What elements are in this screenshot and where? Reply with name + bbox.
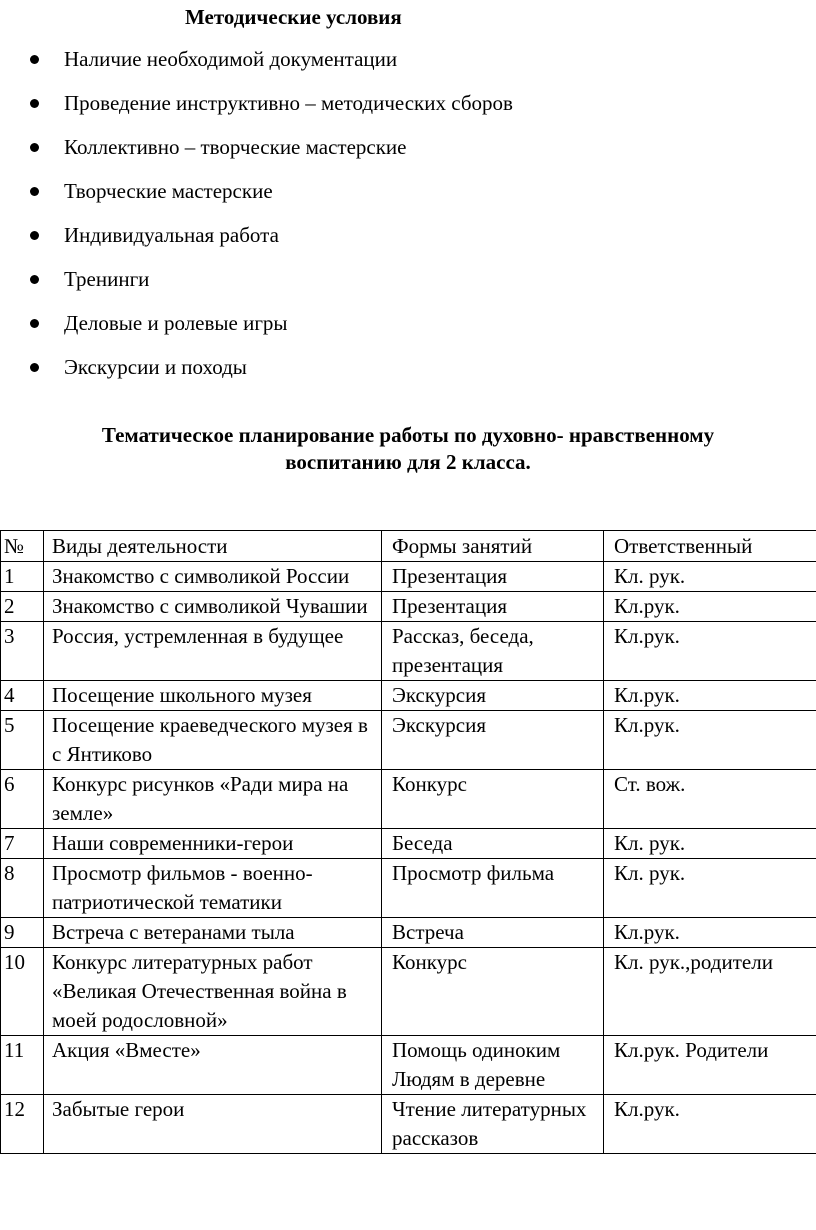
cell-number: 12 bbox=[1, 1095, 44, 1154]
list-item-text: Индивидуальная работа bbox=[64, 223, 279, 247]
cell-number: 10 bbox=[1, 948, 44, 1036]
list-item-text: Наличие необходимой документации bbox=[64, 47, 398, 71]
cell-form: Рассказ, беседа, презентация bbox=[382, 622, 604, 681]
header-activity: Виды деятельности bbox=[44, 531, 382, 562]
list-item bbox=[0, 86, 513, 130]
table-row bbox=[1, 948, 816, 1036]
cell-number: 6 bbox=[1, 770, 44, 829]
cell-number: 2 bbox=[1, 592, 44, 622]
list-item bbox=[0, 350, 513, 394]
cell-responsible: Кл.рук. bbox=[604, 711, 816, 770]
cell-responsible: Кл. рук. bbox=[604, 829, 816, 859]
table-row bbox=[1, 829, 816, 859]
table-header-row bbox=[1, 531, 816, 562]
cell-responsible: Кл.рук. bbox=[604, 1095, 816, 1154]
cell-form: Экскурсия bbox=[382, 681, 604, 711]
table-row bbox=[1, 562, 816, 592]
cell-number: 3 bbox=[1, 622, 44, 681]
cell-activity: Акция «Вместе» bbox=[44, 1036, 382, 1095]
table-row bbox=[1, 1095, 816, 1154]
bullet-icon bbox=[30, 187, 39, 196]
plan-table bbox=[0, 530, 816, 1154]
table-row bbox=[1, 1036, 816, 1095]
cell-responsible: Ст. вож. bbox=[604, 770, 816, 829]
cell-form: Экскурсия bbox=[382, 711, 604, 770]
cell-number: 9 bbox=[1, 918, 44, 948]
cell-responsible: Кл. рук. bbox=[604, 859, 816, 918]
cell-activity: Забытые герои bbox=[44, 1095, 382, 1154]
header-form: Формы занятий bbox=[382, 531, 604, 562]
cell-form: Конкурс bbox=[382, 770, 604, 829]
cell-responsible: Кл. рук.,родители bbox=[604, 948, 816, 1036]
cell-form: Конкурс bbox=[382, 948, 604, 1036]
cell-activity: Посещение школьного музея bbox=[44, 681, 382, 711]
cell-form: Встреча bbox=[382, 918, 604, 948]
list-item-text: Коллективно – творческие мастерские bbox=[64, 135, 407, 159]
table-row bbox=[1, 770, 816, 829]
cell-responsible: Кл.рук. Родители bbox=[604, 1036, 816, 1095]
plan-title-line: воспитанию для 2 класса. bbox=[285, 450, 531, 474]
bullet-icon bbox=[30, 363, 39, 372]
cell-activity: Просмотр фильмов - военно-патриотической тематики bbox=[44, 859, 382, 918]
list-item bbox=[0, 130, 513, 174]
list-item bbox=[0, 42, 513, 86]
list-item bbox=[0, 306, 513, 350]
header-responsible: Ответственный bbox=[604, 531, 816, 562]
cell-form: Чтение литературных рассказов bbox=[382, 1095, 604, 1154]
cell-form: Беседа bbox=[382, 829, 604, 859]
cell-activity: Посещение краеведческого музея в с Янтиково bbox=[44, 711, 382, 770]
cell-activity: Знакомство с символикой Чувашии bbox=[44, 592, 382, 622]
section-title: Методические условия bbox=[185, 5, 402, 29]
list-item bbox=[0, 262, 513, 306]
cell-responsible: Кл.рук. bbox=[604, 918, 816, 948]
table-row bbox=[1, 918, 816, 948]
table-row bbox=[1, 592, 816, 622]
cell-responsible: Кл.рук. bbox=[604, 681, 816, 711]
cell-form: Просмотр фильма bbox=[382, 859, 604, 918]
cell-responsible: Кл.рук. bbox=[604, 622, 816, 681]
list-item-text: Тренинги bbox=[64, 267, 150, 291]
cell-activity: Наши современники-герои bbox=[44, 829, 382, 859]
header-number: № bbox=[1, 531, 44, 562]
list-item-text: Творческие мастерские bbox=[64, 179, 273, 203]
cell-activity: Россия, устремленная в будущее bbox=[44, 622, 382, 681]
list-item-text: Экскурсии и походы bbox=[64, 355, 247, 379]
bullet-icon bbox=[30, 319, 39, 328]
cell-form: Презентация bbox=[382, 562, 604, 592]
cell-number: 7 bbox=[1, 829, 44, 859]
conditions-list bbox=[0, 42, 513, 394]
bullet-icon bbox=[30, 275, 39, 284]
cell-number: 11 bbox=[1, 1036, 44, 1095]
cell-number: 5 bbox=[1, 711, 44, 770]
cell-activity: Конкурс рисунков «Ради мира на земле» bbox=[44, 770, 382, 829]
plan-title-line: Тематическое планирование работы по духовно- нравственному bbox=[101, 423, 715, 447]
table-row bbox=[1, 711, 816, 770]
list-item-text: Проведение инструктивно – методических сборов bbox=[64, 91, 513, 115]
table-row bbox=[1, 681, 816, 711]
plan-title bbox=[0, 422, 816, 476]
cell-responsible: Кл.рук. bbox=[604, 592, 816, 622]
list-item bbox=[0, 174, 513, 218]
cell-activity: Знакомство с символикой России bbox=[44, 562, 382, 592]
list-item bbox=[0, 218, 513, 262]
cell-form: Помощь одиноким Людям в деревне bbox=[382, 1036, 604, 1095]
cell-form: Презентация bbox=[382, 592, 604, 622]
cell-number: 4 bbox=[1, 681, 44, 711]
cell-number: 1 bbox=[1, 562, 44, 592]
bullet-icon bbox=[30, 143, 39, 152]
table-row bbox=[1, 859, 816, 918]
cell-responsible: Кл. рук. bbox=[604, 562, 816, 592]
cell-activity: Встреча с ветеранами тыла bbox=[44, 918, 382, 948]
table-row bbox=[1, 622, 816, 681]
cell-number: 8 bbox=[1, 859, 44, 918]
bullet-icon bbox=[30, 231, 39, 240]
cell-activity: Конкурс литературных работ «Великая Отечественная война в моей родословной» bbox=[44, 948, 382, 1036]
bullet-icon bbox=[30, 55, 39, 64]
bullet-icon bbox=[30, 99, 39, 108]
list-item-text: Деловые и ролевые игры bbox=[64, 311, 288, 335]
